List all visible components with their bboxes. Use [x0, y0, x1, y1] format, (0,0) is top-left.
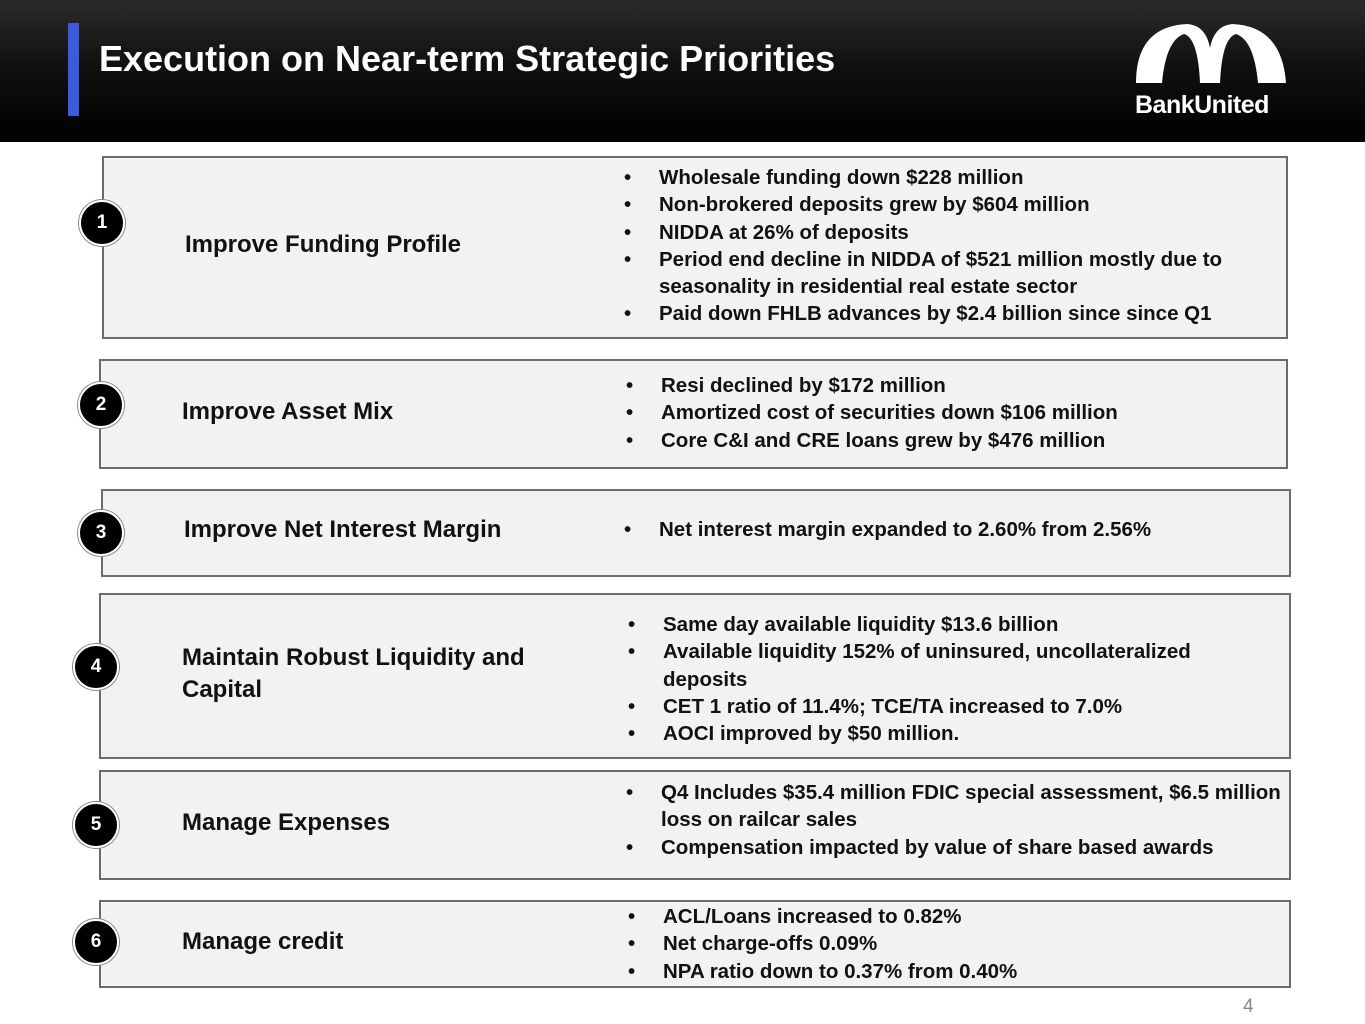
bullet-item: • Period end decline in NIDDA of $521 million mostly due to seasonality in residential real estate sector: [624, 246, 1284, 301]
bullet-item: • Net interest margin expanded to 2.60% from 2.56%: [624, 516, 1274, 543]
bullet-item: • CET 1 ratio of 11.4%; TCE/TA increased to 7.0%: [628, 693, 1273, 720]
bullet-item: • Same day available liquidity $13.6 billion: [628, 611, 1273, 638]
priority-bullet-list: [624, 164, 1284, 328]
bullet-item: • Core C&I and CRE loans grew by $476 million: [626, 427, 1276, 454]
bullet-item: • Net charge-offs 0.09%: [628, 930, 1278, 957]
priority-number-badge: 2: [78, 382, 124, 428]
priority-number-badge: 4: [73, 644, 119, 690]
logo-wordmark: BankUnited: [1135, 91, 1269, 119]
bullet-item: • Paid down FHLB advances by $2.4 billion since since Q1: [624, 300, 1284, 327]
priority-number-badge: 3: [78, 510, 124, 556]
slide-header: [0, 0, 1365, 142]
priority-label: Manage Expenses: [182, 809, 391, 836]
bullet-item: • Resi declined by $172 million: [626, 372, 1276, 399]
bullet-item: • Amortized cost of securities down $106 million: [626, 399, 1276, 426]
bullet-item: • ACL/Loans increased to 0.82%: [628, 903, 1278, 930]
slide-title: Execution on Near-term Strategic Priorities: [99, 38, 836, 79]
bullet-item: • Available liquidity 152% of uninsured, uncollateralized deposits: [628, 638, 1273, 693]
bullet-item: • NPA ratio down to 0.37% from 0.40%: [628, 958, 1278, 985]
bullet-item: • Non-brokered deposits grew by $604 million: [624, 191, 1284, 218]
priority-bullet-list: [626, 372, 1276, 454]
priority-label: Improve Net Interest Margin: [184, 516, 502, 543]
bullet-item: • Compensation impacted by value of share based awards: [626, 834, 1286, 861]
bridge-arch-icon: [1132, 22, 1292, 86]
bankunited-logo: [1132, 22, 1292, 126]
priority-bullet-list: [624, 516, 1274, 543]
priority-label: Improve Funding Profile: [185, 231, 462, 258]
priority-number-badge: 6: [73, 919, 119, 965]
page-number: 4: [1243, 996, 1254, 1017]
priority-number-badge: 1: [79, 200, 125, 246]
bullet-item: • Q4 Includes $35.4 million FDIC special assessment, $6.5 million loss on railcar sales: [626, 779, 1286, 834]
title-accent-bar: [68, 23, 79, 116]
priority-label: Maintain Robust Liquidity and Capital: [182, 644, 525, 703]
priority-bullet-list: [626, 779, 1286, 861]
bullet-item: • AOCI improved by $50 million.: [628, 720, 1273, 747]
priority-label: Improve Asset Mix: [182, 398, 394, 425]
bullet-item: • Wholesale funding down $228 million: [624, 164, 1284, 191]
priority-label: Manage credit: [182, 928, 344, 955]
bullet-item: • NIDDA at 26% of deposits: [624, 219, 1284, 246]
priority-number-badge: 5: [73, 802, 119, 848]
priority-bullet-list: [628, 903, 1278, 985]
priority-bullet-list: [628, 611, 1273, 747]
